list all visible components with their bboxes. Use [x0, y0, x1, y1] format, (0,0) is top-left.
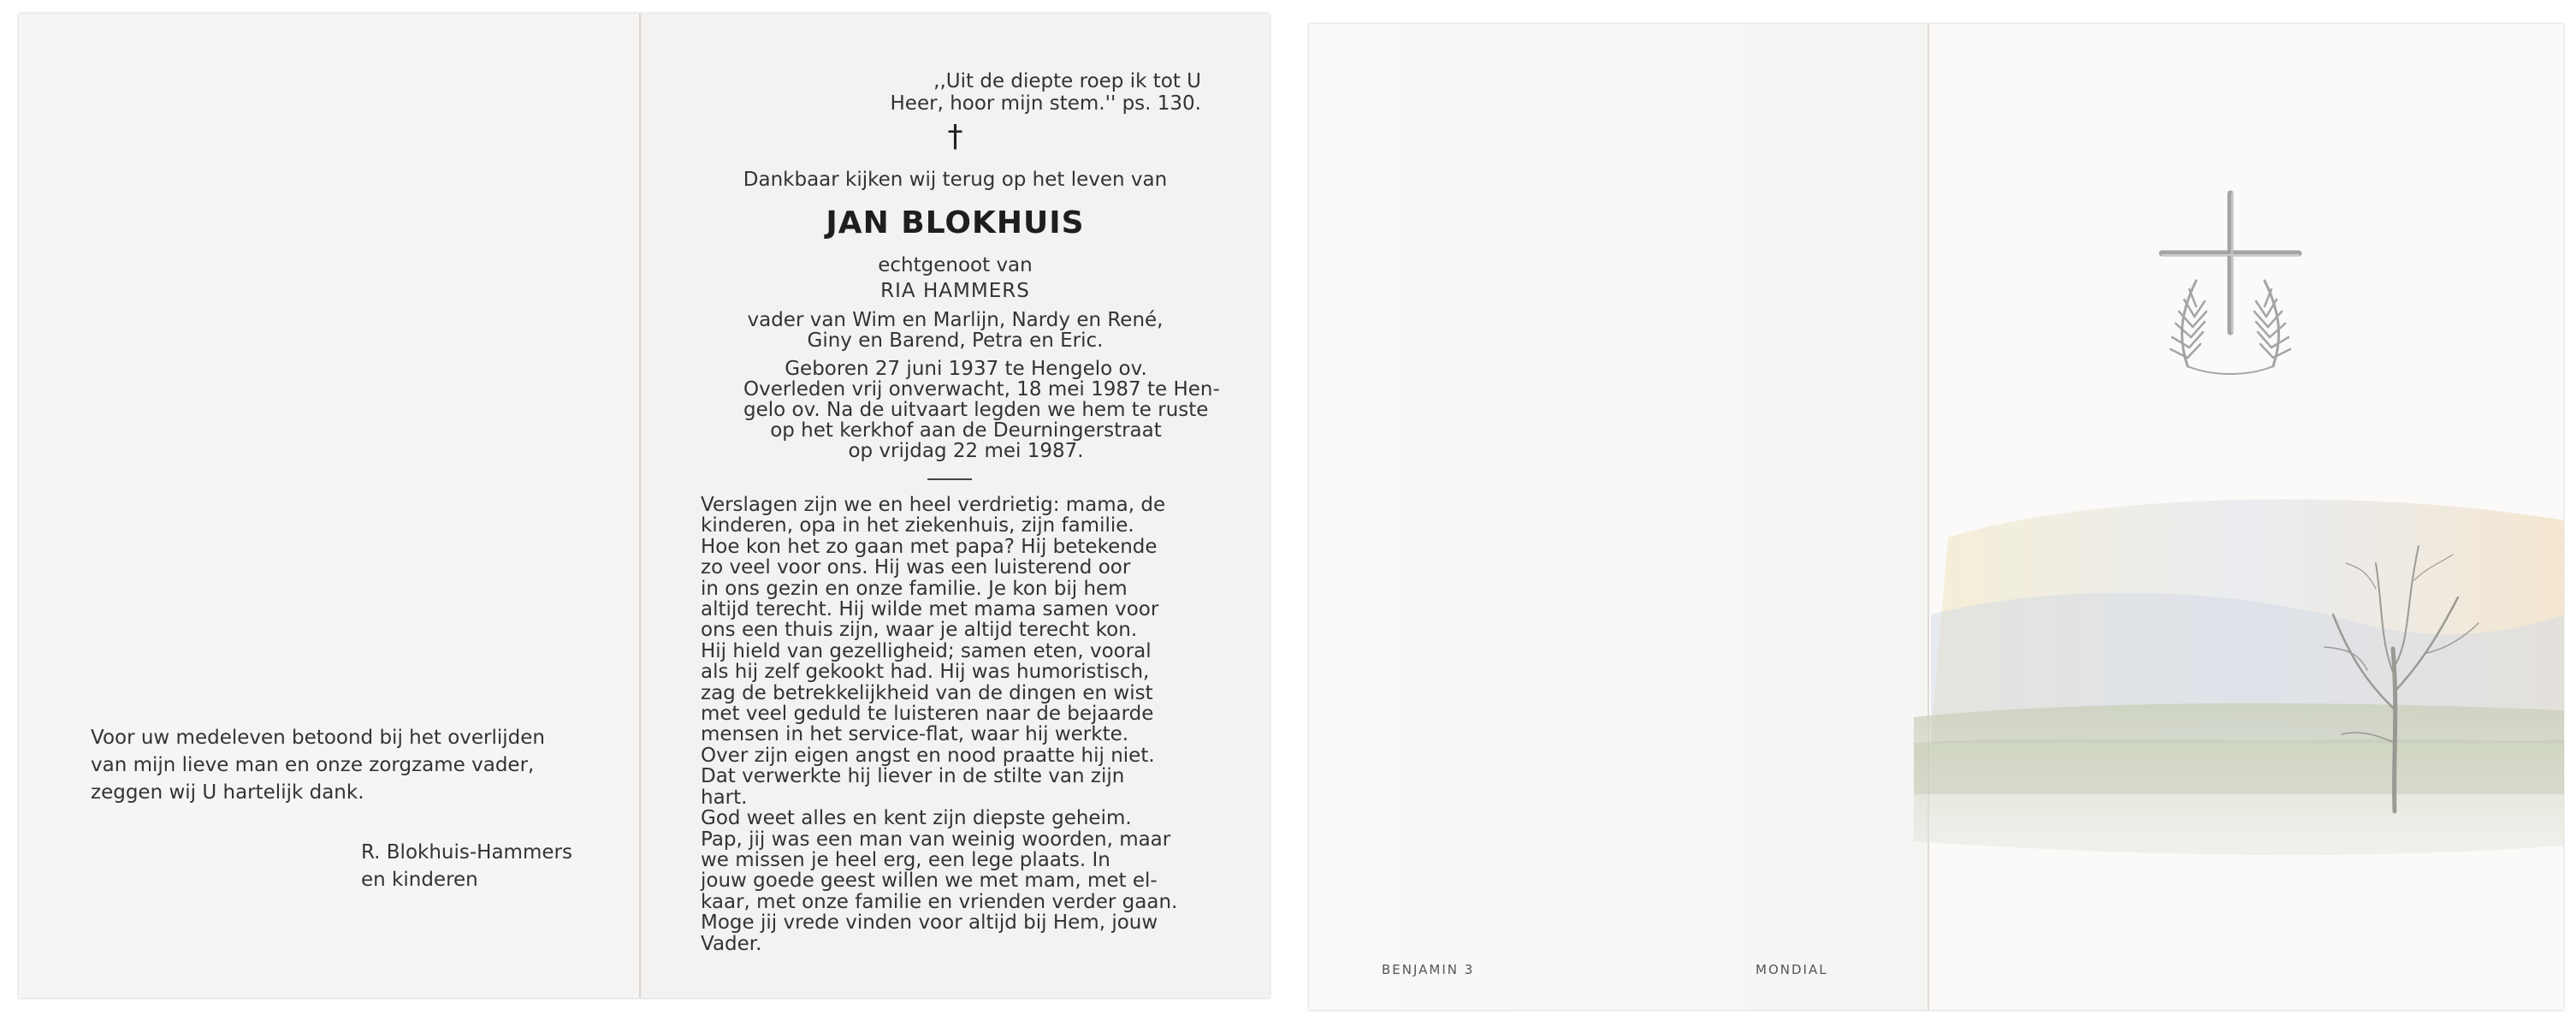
- life-dates: [743, 358, 1220, 462]
- spouse-name: RIA HAMMERS: [880, 280, 1030, 302]
- memorial-line: zo veel voor ons. Hij was een luisterend oor: [701, 556, 1131, 579]
- inside-right-panel: [641, 14, 1270, 998]
- back-cover: [1309, 24, 1929, 1010]
- children-list: [641, 310, 1270, 351]
- memorial-line: als hij zelf gekookt had. Hij was humoristisch,: [701, 661, 1150, 684]
- memorial-line: Hoe kon het zo gaan met papa? Hij betekende: [701, 535, 1158, 558]
- thanks-line: zeggen wij U hartelijk dank.: [91, 781, 364, 804]
- memorial-line: hart.: [701, 786, 748, 809]
- imprint-benjamin: BENJAMIN 3: [1382, 962, 1475, 977]
- signature-line: en kinderen: [361, 869, 478, 891]
- memorial-line: we missen je heel erg, een lege plaats. In: [701, 848, 1110, 871]
- memorial-text: [701, 495, 1231, 954]
- memorial-line: Verslagen zijn we en heel verdrietig: mama, de: [701, 494, 1166, 516]
- memorial-line: Dat verwerkte hij liever in de stilte van zijn: [701, 765, 1125, 788]
- memorial-line: Hij hield van gezelligheid; samen eten, vooral: [701, 639, 1152, 662]
- thanks-line: van mijn lieve man en onze zorgzame vader,: [91, 754, 535, 776]
- memorial-line: mensen in het service-flat, waar hij werkte.: [701, 723, 1129, 746]
- dates-line: op vrijdag 22 mei 1987.: [848, 440, 1084, 462]
- dates-line: Geboren 27 juni 1937 te Hengelo ov.: [785, 358, 1147, 380]
- dates-line: Overleden vrij onverwacht, 18 mei 1987 te Hen-: [743, 378, 1220, 401]
- thanks-message: [91, 724, 604, 806]
- children-line: vader van Wim en Marlijn, Nardy en René,: [747, 309, 1164, 331]
- landscape-illustration: [1914, 486, 2564, 905]
- thanks-line: Voor uw medeleven betoond bij het overlijden: [91, 727, 545, 749]
- memorial-line: met veel geduld te luisteren naar de bejaarde: [701, 703, 1154, 726]
- psalm-quote: [891, 70, 1201, 115]
- memorial-line: in ons gezin en onze familie. Je kon bij hem: [701, 577, 1128, 600]
- psalm-line: ,,Uit de diepte roep ik tot U: [933, 70, 1201, 92]
- memorial-line: jouw goede geest willen we met mam, met el-: [701, 870, 1158, 893]
- psalm-line: Heer, hoor mijn stem.'' ps. 130.: [890, 92, 1201, 115]
- deceased-name: JAN BLOKHUIS: [826, 205, 1085, 240]
- section-divider: [927, 478, 972, 480]
- inside-left-panel: [19, 14, 641, 998]
- memorial-line: ons een thuis zijn, waar je altijd terecht kon.: [701, 619, 1138, 642]
- dates-line: op het kerkhof aan de Deurningerstraat: [770, 419, 1162, 442]
- cross-with-palm-branches-icon: [2153, 187, 2307, 383]
- children-line: Giny en Barend, Petra en Eric.: [807, 329, 1104, 352]
- memorial-line: Pap, jij was een man van weinig woorden, maar: [701, 828, 1171, 851]
- memorial-line: zag de betrekkelijkheid van de dingen en wist: [701, 681, 1153, 704]
- memorial-line: Vader.: [701, 932, 762, 955]
- memorial-line: God weet alles en kent zijn diepste geheim.: [701, 807, 1132, 830]
- memorial-line: Over zijn eigen angst en nood praatte hij niet.: [701, 744, 1155, 767]
- card-outside-spread: [1309, 24, 2563, 1010]
- intro-text: Dankbaar kijken wij terug op het leven van: [743, 169, 1168, 191]
- spouse-label: echtgenoot van: [878, 254, 1033, 276]
- signature-line: R. Blokhuis-Hammers: [361, 841, 572, 864]
- memorial-line: altijd terecht. Hij wilde met mama samen voor: [701, 598, 1159, 621]
- memorial-line: Moge jij vrede vinden voor altijd bij Hem, jouw: [701, 911, 1158, 935]
- memorial-line: kaar, met onze familie en vrienden verder gaan.: [701, 890, 1178, 913]
- dagger-icon: †: [947, 119, 963, 154]
- memorial-line: kinderen, opa in het ziekenhuis, zijn familie.: [701, 514, 1134, 537]
- dates-line: gelo ov. Na de uitvaart legden we hem te ruste: [743, 399, 1209, 421]
- front-cover: [1929, 24, 2563, 1010]
- imprint-mondial: MONDIAL: [1756, 962, 1828, 977]
- signature: [361, 839, 572, 893]
- card-inside-spread: [19, 14, 1270, 998]
